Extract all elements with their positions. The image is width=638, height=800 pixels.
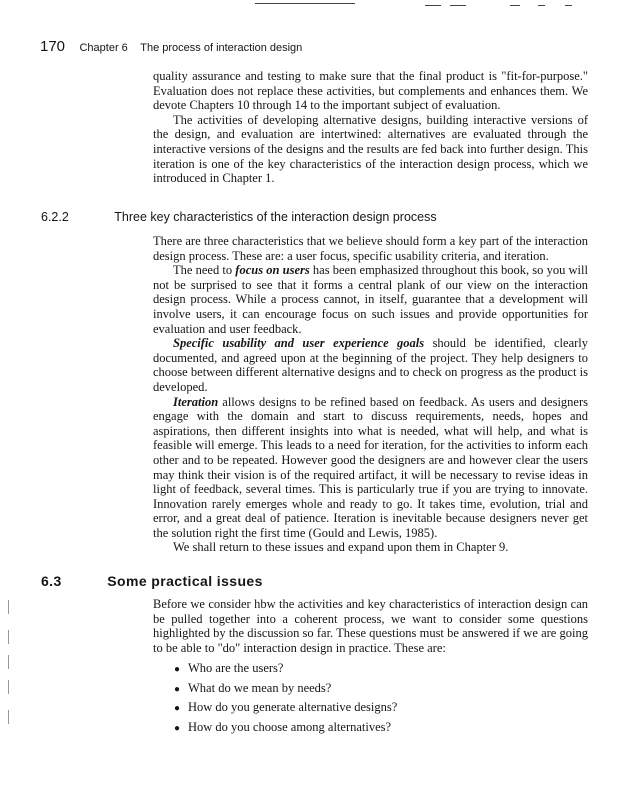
scan-mark xyxy=(8,655,9,669)
list-item xyxy=(174,679,397,699)
section-title: Three key characteristics of the interaction design process xyxy=(114,210,437,224)
scan-mark xyxy=(538,5,545,6)
scan-mark xyxy=(8,680,9,694)
paragraph-iteration xyxy=(153,395,588,541)
paragraph-characteristics: There are three characteristics that we believe should form a key part of the interaction design process. These are: a user focus, specific usability criteria, and iteration. xyxy=(153,234,588,263)
emphasis-iteration: Iteration xyxy=(173,394,219,409)
bullet-icon: ● xyxy=(174,703,181,714)
paragraph-text: allows designs to be refined based on feedback. As users and designers engage with the domain and start to discuss requirements, needs, hopes and aspirations, then different insights into what is needed, what will help, and what is feasible will emerge. This leads to a need for iteration, for the activities to inform each other and to be repeated. However good the designers are and however clear the users may think their vision is of the required artifact, it will be necessary to revise ideas in light of feedback, several times. This is particularly true if you are trying to innovate. Innovation rarely emerges whole and ready to go. It takes time, evolution, trial and error, and a great deal of patience. Iteration is inevitable because designers never get the solution right the first time (Gould and Lewis, 1985). xyxy=(153,394,588,540)
scan-mark xyxy=(450,5,466,6)
paragraph-text: should be identified, clearly documented, and agreed upon at the beginning of the project. They help designers to choose between different alternative designs and to check on progress as the product is developed. xyxy=(153,336,588,394)
intro-paragraph-2: The activities of developing alternative designs, building interactive versions of the design, and evaluation are intertwined: alternatives are evaluated through the interactive versions of the designs and the results are fed back into further design. This iteration is one of the key characteristics of the interaction design process, which we introduced in Chapter 1. xyxy=(153,112,588,186)
chapter-title: The process of interaction design xyxy=(140,42,303,54)
emphasis-focus-on-users: focus on users xyxy=(235,263,310,278)
scan-mark xyxy=(510,5,520,6)
section-number: 6.3 xyxy=(41,573,62,589)
intro-text xyxy=(153,69,588,186)
bullet-icon: ● xyxy=(174,722,181,734)
list-item-text: How do you generate alternative designs? xyxy=(188,700,398,714)
list-item-text: How do you choose among alternatives? xyxy=(188,719,392,734)
scan-mark xyxy=(565,5,572,6)
paragraph-text: The need to xyxy=(173,263,236,278)
section-number: 6.2.2 xyxy=(41,210,69,224)
section-title: Some practical issues xyxy=(107,573,263,589)
paragraph-practical-issues: Before we consider hbw the activities and key characteristics of interaction design can be pulled together into a coherent process, we want to consider some questions highlighted by the discussion so far. These questions must be answered if we are going to be able to "do" interaction design in practice. These are: xyxy=(153,597,588,655)
chapter-label: Chapter 6 xyxy=(79,42,128,54)
paragraph-usability-goals xyxy=(153,336,588,394)
scan-mark xyxy=(8,710,9,724)
section-heading-6-3 xyxy=(41,573,263,589)
list-item xyxy=(174,659,397,679)
scan-mark xyxy=(425,5,441,6)
list-item-text: What do we mean by needs? xyxy=(188,680,332,695)
page-number: 170 xyxy=(40,38,66,55)
emphasis-usability-goals: Specific usability and user experience goals xyxy=(173,336,425,351)
paragraph-return: We shall return to these issues and expand upon them in Chapter 9. xyxy=(173,540,509,555)
running-header xyxy=(40,38,302,56)
paragraph-focus-on-users xyxy=(153,263,588,336)
scan-mark xyxy=(8,630,9,644)
section-6-3-text xyxy=(153,597,588,655)
paragraph-text: has been emphasized throughout this book, so you will not be surprised to see that it forms a central plank of our view on the interaction design process. While a process cannot, in itself, guarantee that a development will involve users, it can encourage focus on such issues and provide opportunities for evaluation and user feedback. xyxy=(153,263,588,336)
section-6-2-2-text xyxy=(153,234,588,555)
section-heading-6-2-2 xyxy=(41,210,437,224)
list-item-text: Who are the users? xyxy=(188,661,284,675)
scan-mark xyxy=(255,3,355,4)
question-list xyxy=(174,659,397,737)
bullet-icon: ● xyxy=(174,664,181,675)
scan-mark xyxy=(8,600,9,614)
intro-paragraph-1: quality assurance and testing to make sure that the final product is "fit-for-purpose." Evaluation does not replace these activities, but complements and enhances them. We devote Chapters 10 through 14 to the important subject of evaluation. xyxy=(153,69,588,113)
bullet-icon: ● xyxy=(174,683,181,695)
list-item xyxy=(174,718,397,738)
list-item xyxy=(174,698,397,718)
